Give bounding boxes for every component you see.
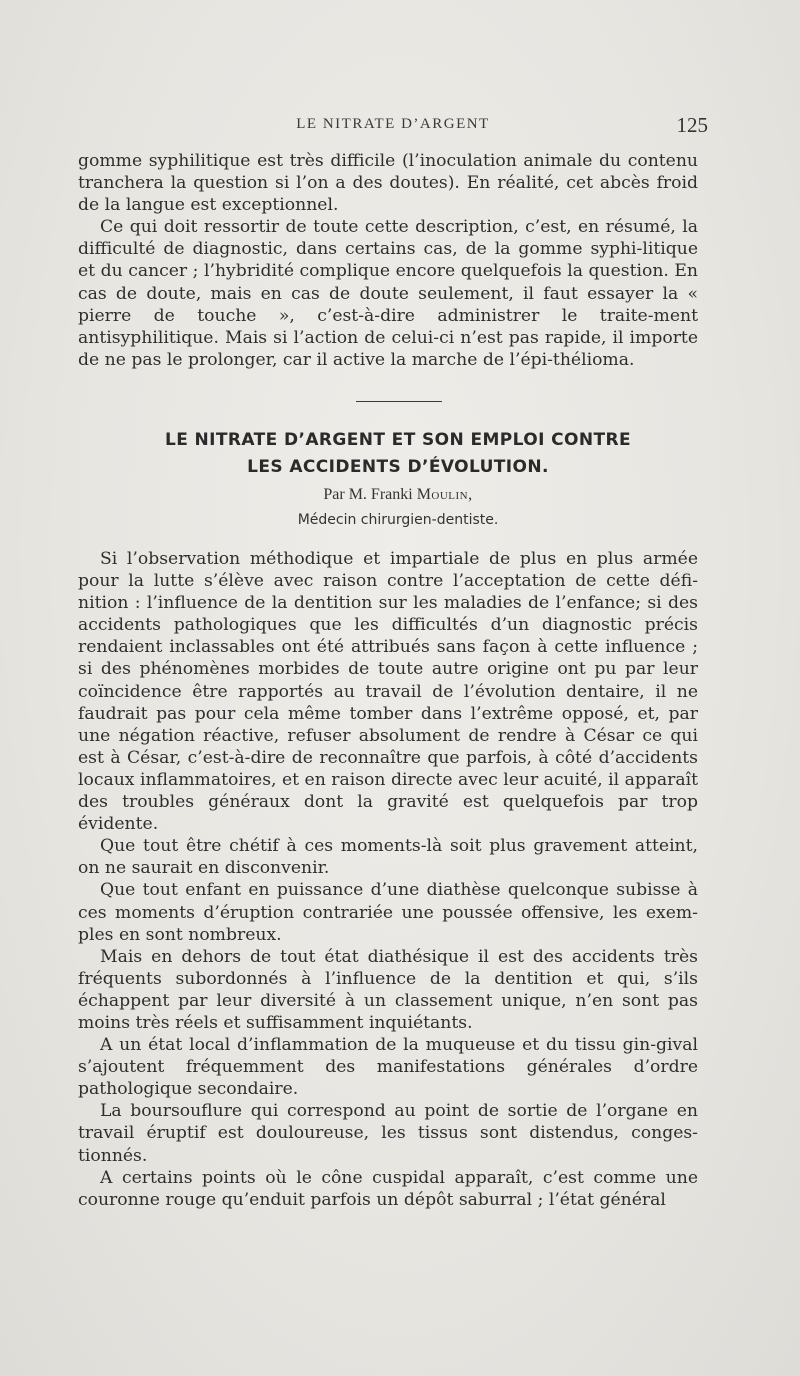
paragraph: Ce qui doit ressortir de toute cette description, c’est, en résumé, la difficulté de diagnostic, dans certains cas, de la gomme syphi-litique et du cancer ; l’hybridité complique encore quelquefois la question. En cas de doute, mais en cas de doute seulement, il faut essayer la « pierre de touche », c’est-à-dire administrer le traite-ment antisyphilitique. Mais si l’action de celui-ci n’est pas rapide, il importe de ne pas le prolonger, car il active la marche de l’épi-thélioma. (78, 217, 698, 370)
running-title: LE NITRATE D’ARGENT (296, 116, 490, 132)
byline-prefix: Par M. Franki (323, 486, 413, 503)
continued-text (78, 150, 698, 371)
author-surname: Moulin, (416, 486, 473, 503)
article-body (78, 548, 698, 1211)
paragraph: Mais en dehors de tout état diathésique il est des accidents très fréquents subordonnés à l’influence de la dentition et qui, s’ils échappent par leur diversité à un classement unique, n’en sont pas moins très réels et suffisamment inquiétants. (78, 946, 698, 1033)
paragraph: A certains points où le cône cuspidal apparaît, c’est comme une couronne rouge qu’enduit parfois un dépôt saburral ; l’état général (78, 1167, 698, 1210)
paragraph: A un état local d’inflammation de la muqueuse et du tissu gin-gival s’ajoutent fréquemment des manifestations générales d’ordre pathologique secondaire. (78, 1035, 698, 1100)
paragraph: Que tout enfant en puissance d’une diathèse quelconque subisse à ces moments d’éruption contrariée une poussée offensive, les exem-ples en sont nombreux. (78, 880, 698, 945)
paragraph: Que tout être chétif à ces moments-là soit plus gravement atteint, on ne saurait en disconvenir. (78, 836, 698, 879)
page-number: 125 (676, 113, 708, 137)
running-head (78, 113, 708, 140)
author-affiliation: Médecin chirurgien-dentiste. (297, 512, 499, 528)
article-title-line: LE NITRATE D’ARGENT ET SON EMPLOI CONTRE (164, 430, 632, 450)
article-title-line: LES ACCIDENTS D’ÉVOLUTION. (247, 457, 549, 477)
paragraph: gomme syphilitique est très difficile (l’inoculation animale du contenu tranchera la question si l’on a des doutes). En réalité, cet abcès froid de la langue est exceptionnel. (78, 151, 698, 216)
section-divider (356, 401, 442, 402)
paragraph: Si l’observation méthodique et impartiale de plus en plus armée pour la lutte s’élève avec raison contre l’acceptation de cette défi-nition : l’influence de la dentition sur les maladies de l’enfance; si des accidents pathologiques que les difficultés d’un diagnostic précis rendaient inclassables ont été attribués sans façon à cette influence ; si des phénomènes morbides de toute autre origine ont pu par leur coïncidence être rapportés au travail de l’évolution dentaire, il ne faudrait pas pour cela même tomber dans l’extrême opposé, et, par une négation réactive, refuser absolument de rendre à César ce qui est à César, c’est-à-dire de reconnaître que parfois, à côté d’accidents locaux inflammatoires, et en raison directe avec leur acuité, il apparaît des troubles généraux dont la gravité est quelquefois par trop évidente. (78, 549, 698, 835)
article-title (78, 427, 718, 481)
byline (78, 486, 718, 504)
paragraph: La boursouflure qui correspond au point de sortie de l’organe en travail éruptif est douloureuse, les tissus sont distendus, conges-tionnés. (78, 1101, 698, 1166)
